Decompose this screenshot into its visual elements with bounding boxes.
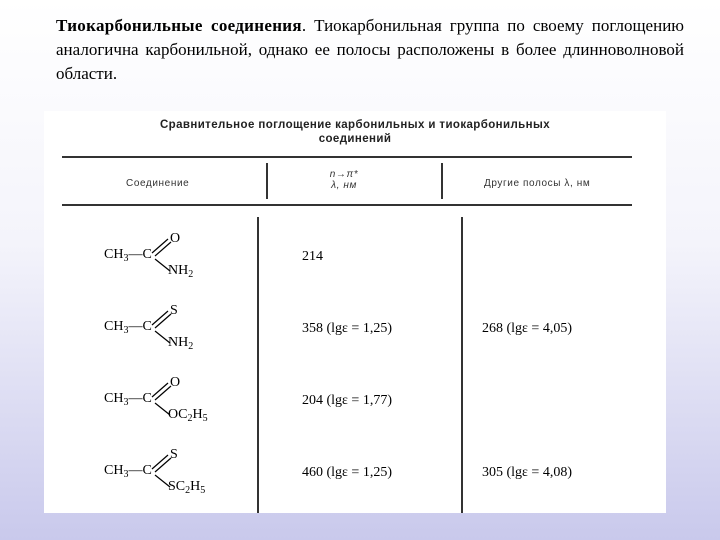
row1-top-atom: O: [170, 231, 181, 246]
row4-bottom-sub: 2: [185, 485, 191, 496]
row3-bottom-sub: 2: [187, 413, 193, 424]
row1-bottom-group: [168, 263, 193, 279]
intro-text: . Тиокарбонильная группа по своему поглощению аналогична карбонильной, однако ее полосы расположены в более длинноволновой области.: [56, 16, 684, 83]
row4-bottom: SC: [168, 479, 186, 494]
table-scan: [44, 111, 666, 513]
row2-left: CH: [104, 319, 124, 334]
row4-other: 305 (lgε = 4,08): [482, 465, 572, 480]
row3-top-atom: O: [170, 375, 181, 390]
row4-left: CH: [104, 463, 124, 478]
table-title-line1: Сравнительное поглощение карбонильных и тиокарбонильных: [159, 119, 551, 131]
row2-transition: 358 (lgε = 1,25): [302, 321, 392, 336]
row3-left: CH: [104, 391, 124, 406]
table-title-line2: соединений: [318, 133, 392, 145]
row3-bottom-mid: H: [192, 407, 203, 422]
row3-dash: —C: [128, 391, 152, 406]
row1-bottom: NH: [168, 263, 189, 278]
row3-left-group: [104, 391, 152, 407]
row4-bottom-mid: H: [190, 479, 201, 494]
intro-paragraph: [56, 14, 684, 86]
header-compound: Соединение: [126, 178, 190, 189]
row1-left-sub: 3: [123, 253, 129, 264]
header-transition-type: n→π*: [329, 169, 359, 180]
row3-bottom: OC: [168, 407, 188, 422]
row4-left-sub: 3: [123, 469, 129, 480]
row2-left-group: [104, 319, 152, 335]
row3-transition: 204 (lgε = 1,77): [302, 393, 392, 408]
row1-left: CH: [104, 247, 124, 262]
row2-other: 268 (lgε = 4,05): [482, 321, 572, 336]
header-other: Другие полосы λ, нм: [484, 178, 591, 189]
row2-bottom: NH: [168, 335, 189, 350]
row4-bottom-sub2: 5: [200, 485, 206, 496]
row1-bottom-sub: 2: [188, 269, 194, 280]
row4-left-group: [104, 463, 152, 479]
intro-term: Тиокарбонильные соединения: [56, 16, 302, 35]
row4-dash: —C: [128, 463, 152, 478]
row4-top-atom: S: [170, 447, 178, 462]
row3-bottom-group: [168, 407, 208, 423]
row1-dash: —C: [128, 247, 152, 262]
row1-transition: 214: [302, 249, 323, 264]
row1-left-group: [104, 247, 152, 263]
row4-transition: 460 (lgε = 1,25): [302, 465, 392, 480]
header-lambda: λ, нм: [331, 180, 357, 191]
bond-lines: [44, 111, 666, 513]
row4-bottom-group: [168, 479, 205, 495]
row3-left-sub: 3: [123, 397, 129, 408]
row2-dash: —C: [128, 319, 152, 334]
row2-top-atom: S: [170, 303, 178, 318]
row3-bottom-sub2: 5: [202, 413, 208, 424]
row2-left-sub: 3: [123, 325, 129, 336]
row2-bottom-group: [168, 335, 193, 351]
row2-bottom-sub: 2: [188, 341, 194, 352]
